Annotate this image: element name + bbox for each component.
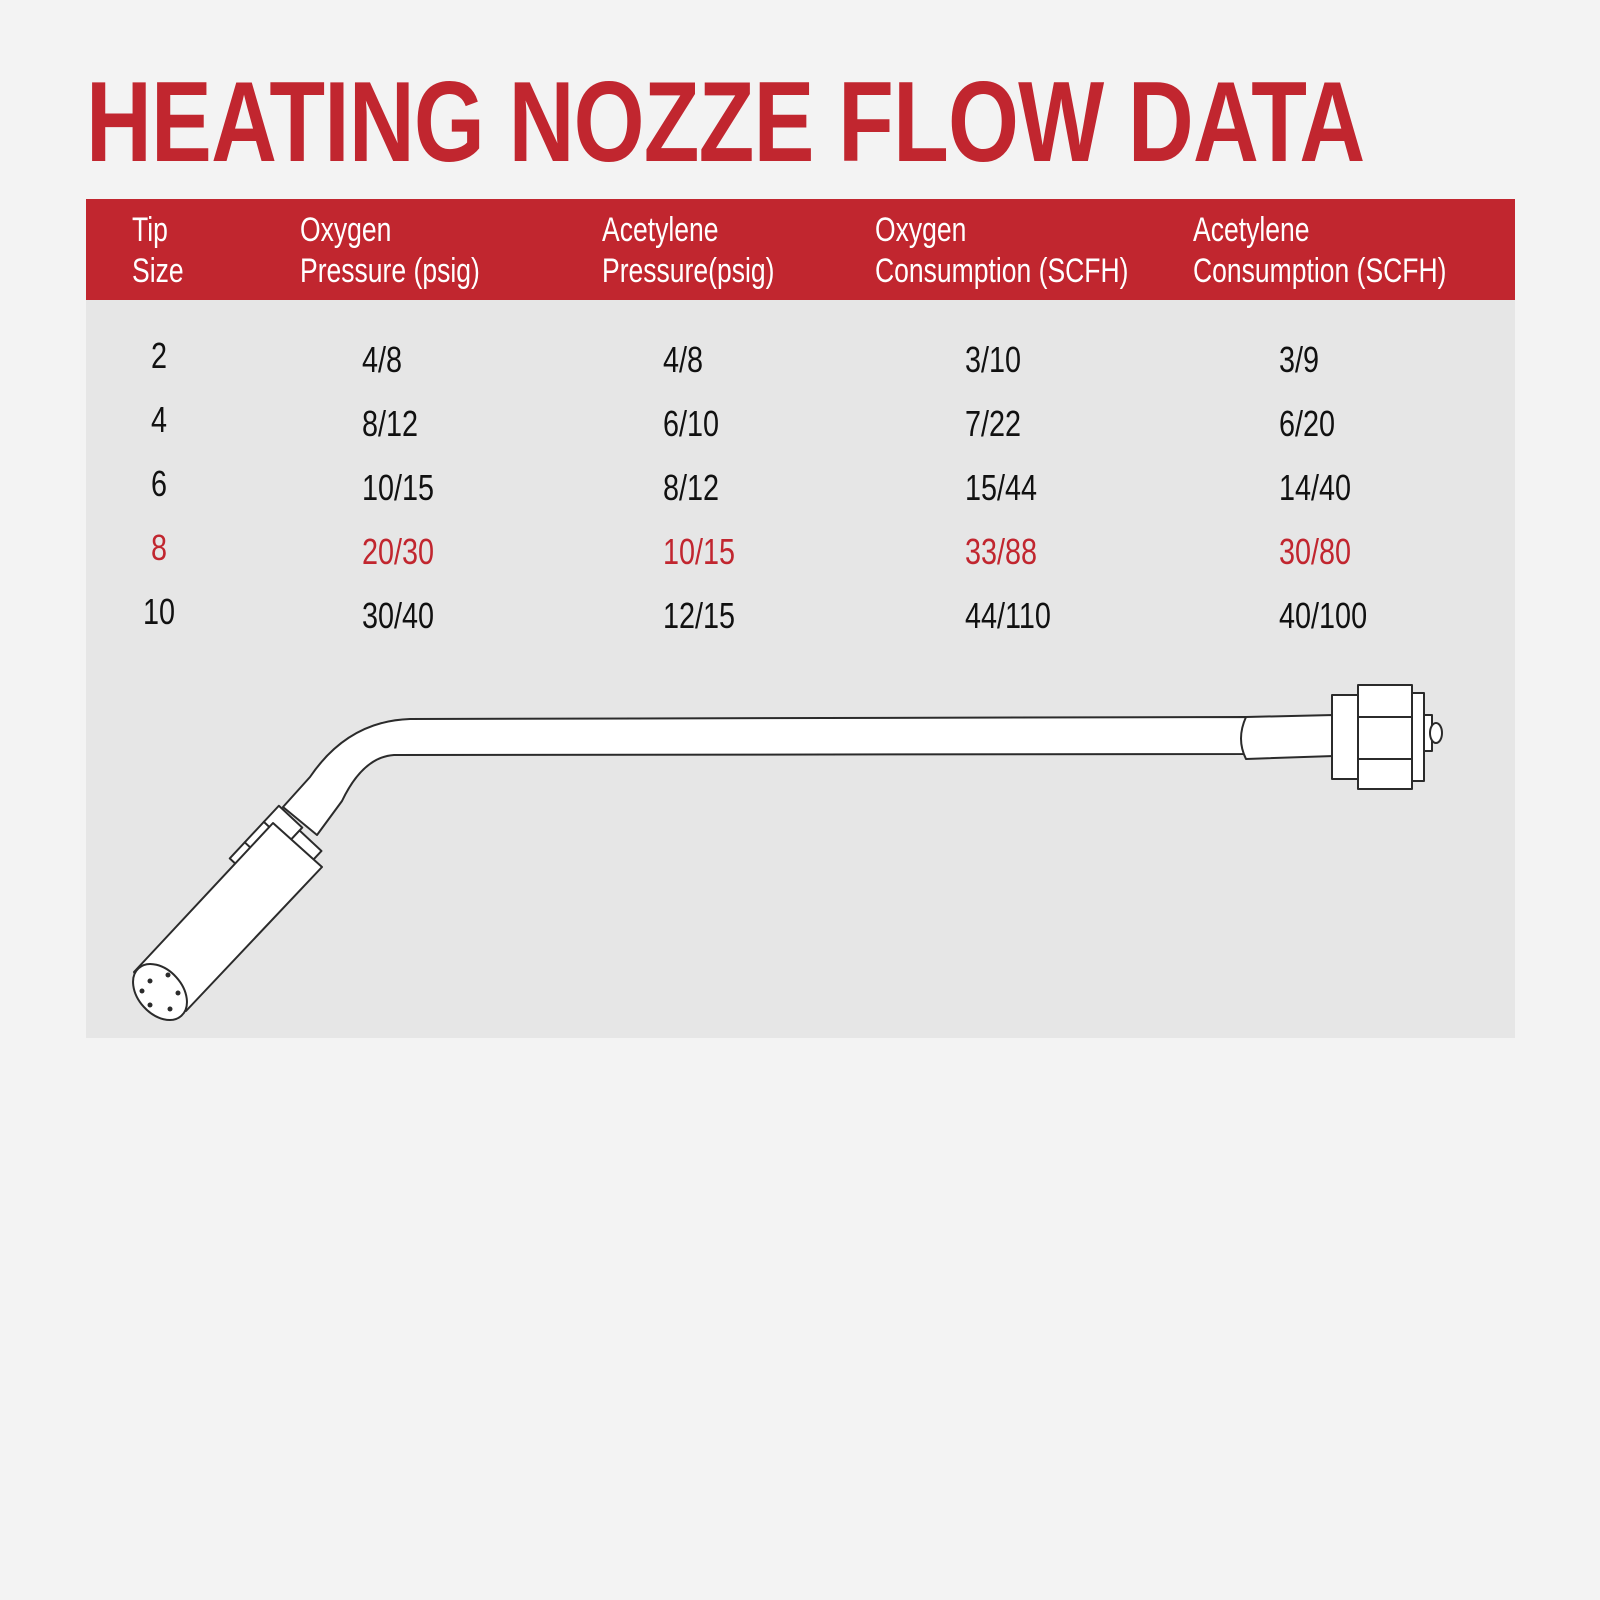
cell-acetylene-pressure: 12/15 [663, 595, 736, 636]
cell-tip-size: 4 [150, 399, 168, 440]
cell-oxygen-consumption: 44/110 [965, 595, 1051, 636]
page-title: HEATING NOZZE FLOW DATA [86, 59, 1365, 186]
cell-tip-size: 6 [150, 463, 168, 504]
cell-oxygen-pressure: 4/8 [362, 339, 403, 380]
header-line: Size [132, 252, 184, 290]
cell-oxygen-consumption: 7/22 [965, 403, 1022, 444]
header-line: Oxygen [875, 211, 967, 249]
cell-oxygen-pressure: 20/30 [362, 531, 435, 572]
header-line: Pressure(psig) [602, 252, 775, 290]
heating-nozzle-icon [86, 199, 1515, 1038]
cell-acetylene-consumption: 14/40 [1279, 467, 1352, 508]
cell-acetylene-consumption: 3/9 [1279, 339, 1320, 380]
cell-oxygen-pressure: 10/15 [362, 467, 435, 508]
header-line: Oxygen [300, 211, 392, 249]
cell-oxygen-consumption: 33/88 [965, 531, 1038, 572]
cell-tip-size: 10 [142, 591, 176, 632]
cell-tip-size: 8 [150, 527, 168, 568]
cell-oxygen-consumption: 15/44 [965, 467, 1038, 508]
cell-oxygen-pressure: 8/12 [362, 403, 419, 444]
cell-acetylene-pressure: 6/10 [663, 403, 720, 444]
cell-tip-size: 2 [150, 335, 168, 376]
cell-acetylene-pressure: 4/8 [663, 339, 704, 380]
cell-acetylene-consumption: 40/100 [1279, 595, 1368, 636]
header-line: Consumption (SCFH) [875, 252, 1129, 290]
header-line: Acetylene [602, 211, 719, 249]
cell-oxygen-consumption: 3/10 [965, 339, 1022, 380]
header-line: Tip [132, 211, 168, 249]
header-line: Consumption (SCFH) [1193, 252, 1447, 290]
header-line: Pressure (psig) [300, 252, 480, 290]
cell-acetylene-pressure: 8/12 [663, 467, 720, 508]
cell-acetylene-consumption: 6/20 [1279, 403, 1336, 444]
cell-acetylene-consumption: 30/80 [1279, 531, 1352, 572]
cell-acetylene-pressure: 10/15 [663, 531, 736, 572]
header-line: Acetylene [1193, 211, 1310, 249]
cell-oxygen-pressure: 30/40 [362, 595, 435, 636]
flow-data-panel [86, 199, 1515, 1038]
